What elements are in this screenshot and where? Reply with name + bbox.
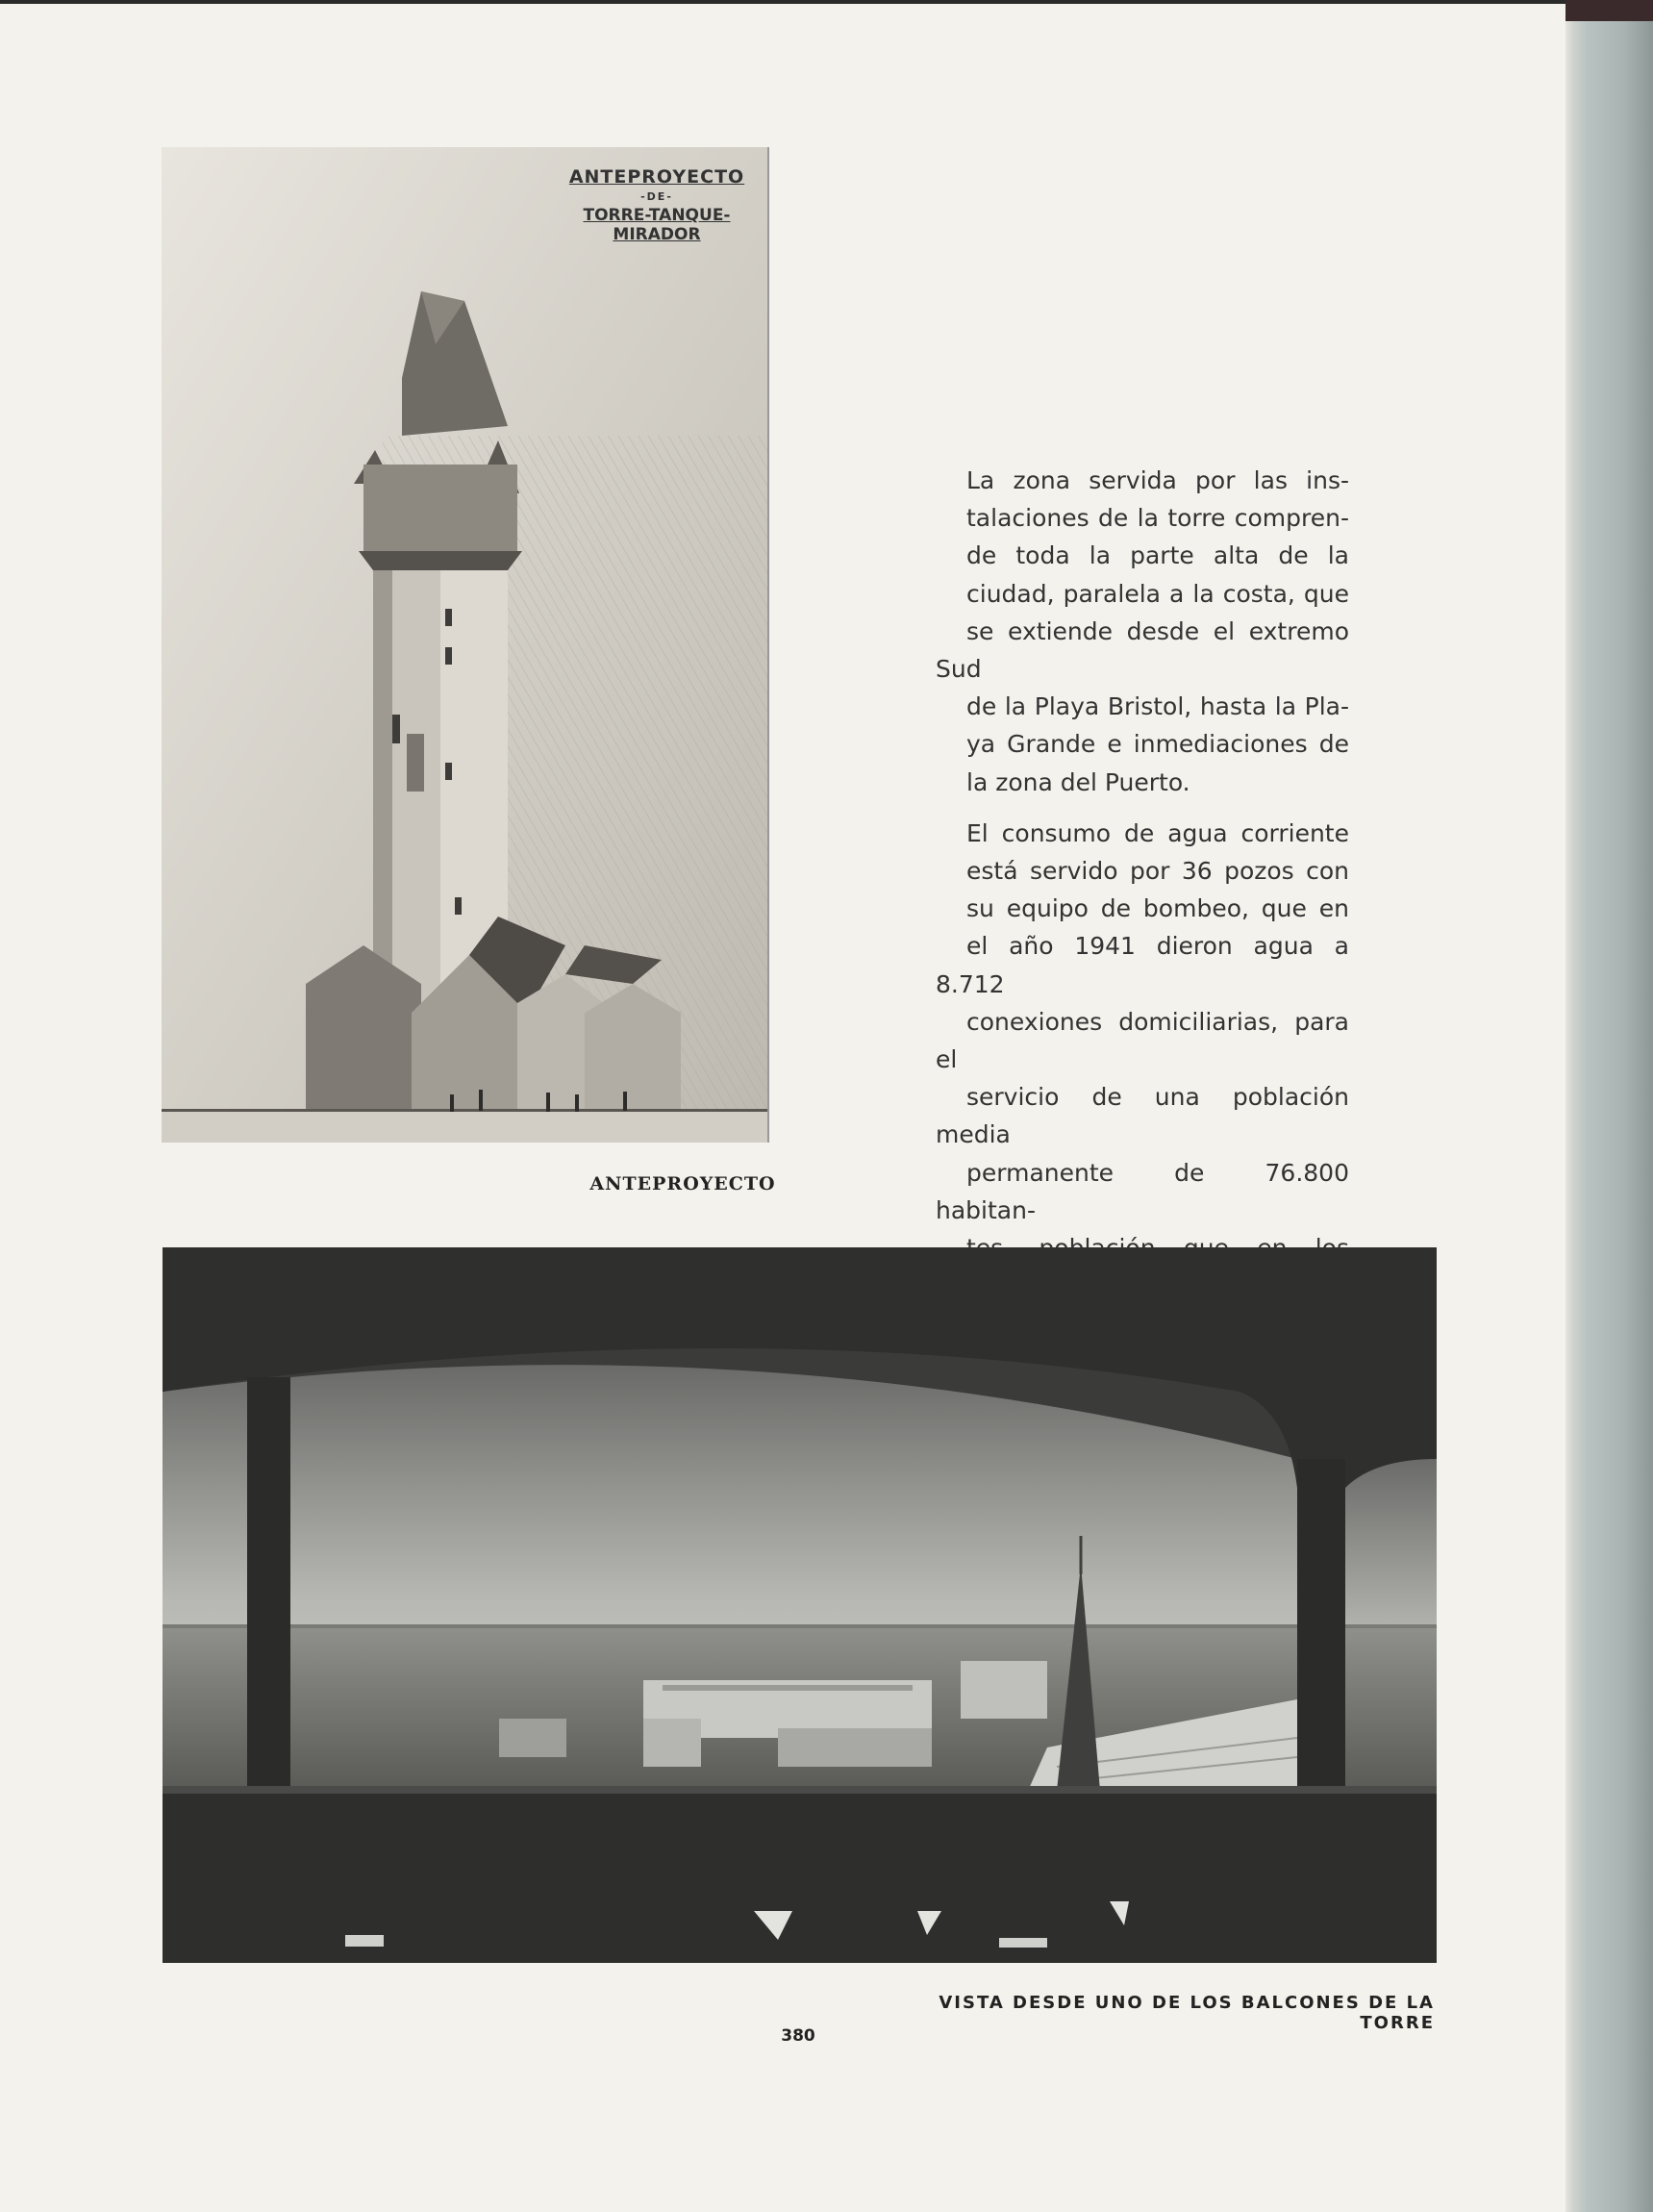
photo-caption: VISTA DESDE UNO DE LOS BALCONES DE LA TORRE <box>939 1993 1435 2033</box>
text-line: La zona servida por las ins- <box>966 466 1349 494</box>
paragraph-zona-servida <box>936 462 1349 801</box>
text-line: El consumo de agua corriente <box>966 818 1349 847</box>
balcony-view-photo <box>163 1247 1437 1963</box>
text-line: está servido por 36 pozos con <box>966 857 1349 886</box>
drawing-title-line-3: TORRE-TANQUE-MIRADOR <box>583 206 731 244</box>
drawing-title <box>546 166 767 244</box>
tower-drawing-illustration <box>162 147 767 1143</box>
tower-drawing <box>162 147 769 1143</box>
book-spine <box>1565 0 1653 2212</box>
text-line: la zona del Puerto. <box>966 767 1190 796</box>
balcony-view-illustration <box>163 1247 1437 1963</box>
text-line: conexiones domiciliarias, para el <box>936 1007 1349 1074</box>
text-line: su equipo de bombeo, que en <box>966 894 1349 923</box>
text-line: de toda la parte alta de la <box>966 541 1349 570</box>
text-line: el año 1941 dieron agua a 8.712 <box>936 932 1349 998</box>
drawing-title-line-2: -DE- <box>640 190 673 203</box>
text-line: de la Playa Bristol, hasta la Pla- <box>966 692 1349 721</box>
drawing-caption: ANTEPROYECTO <box>589 1173 776 1194</box>
text-line: permanente de 76.800 habitan- <box>936 1158 1349 1224</box>
text-line: se extiende desde el extremo Sud <box>936 616 1349 684</box>
drawing-title-line-1: ANTEPROYECTO <box>568 166 745 188</box>
text-line: ciudad, paralela a la costa, que <box>966 579 1349 608</box>
text-line: servicio de una población media <box>936 1083 1349 1149</box>
text-line: talaciones de la torre compren- <box>966 504 1349 533</box>
text-line: ya Grande e inmediaciones de <box>966 730 1349 759</box>
page-number: 380 <box>781 2026 815 2046</box>
spine-top-band <box>1565 0 1653 21</box>
page-top-edge <box>0 0 1567 4</box>
